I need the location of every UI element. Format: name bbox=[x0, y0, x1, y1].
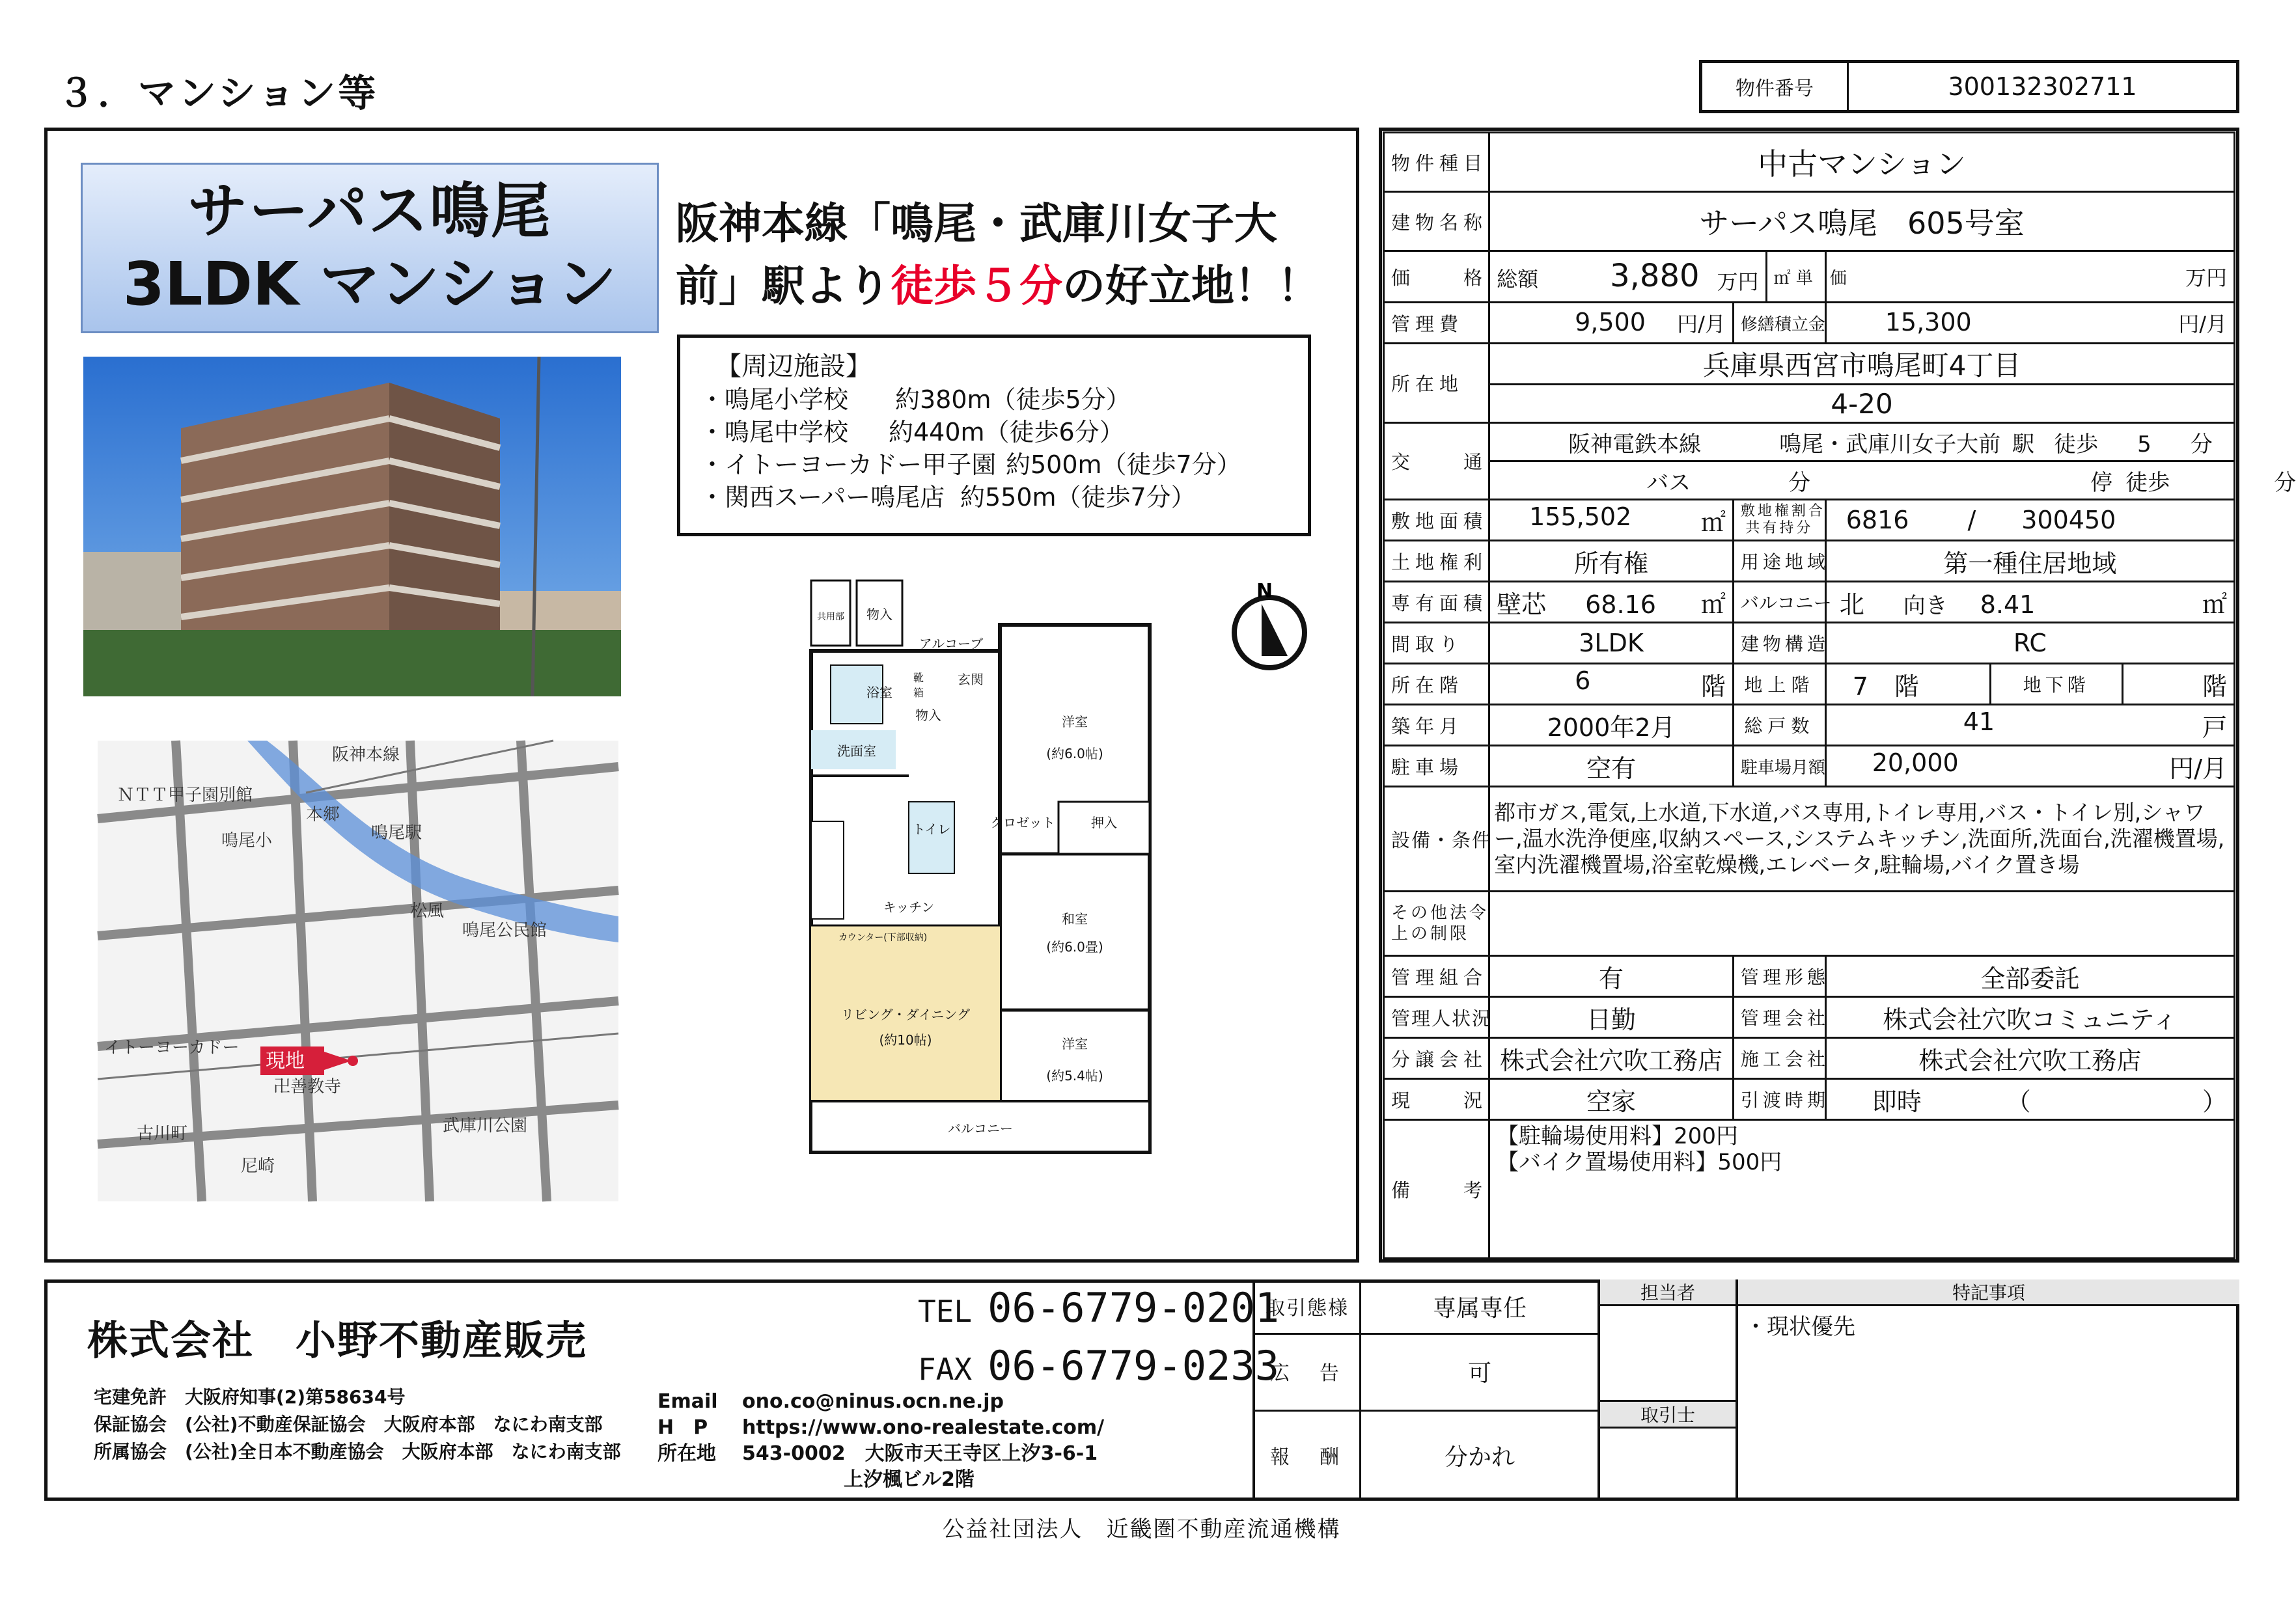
row-area bbox=[1384, 582, 2235, 623]
mgmt-form-value: 全部委託 bbox=[1825, 956, 2234, 997]
price-value: 3,880 bbox=[1610, 258, 1700, 294]
below-cell: 階 bbox=[2122, 664, 2234, 705]
bottom-note: 公益社団法人 近畿圏不動産流通機構 bbox=[942, 1516, 1341, 1542]
equip-value: 都市ガス,電気,上水道,下水道,バス専用,トイレ専用,バス・トイレ別,シャワー,温水洗浄便座,収納スペース,システムキッチン,洗面所,洗面台,洗濯機置場,室内洗濯機置場,浴室乾燥機,エレベータ,駐輪場,バイク置き場 bbox=[1489, 787, 2235, 892]
row-fees bbox=[1384, 303, 2235, 344]
map-label-ntt: ＮＴＴ甲子園別館 bbox=[117, 786, 253, 805]
room-toilet: トイレ bbox=[912, 821, 951, 837]
builder-value: 株式会社穴吹工務店 bbox=[1825, 1038, 2234, 1079]
map-label-line: 阪神本線 bbox=[332, 745, 400, 765]
map-label-hall: 鳴尾公民館 bbox=[462, 921, 547, 940]
equip-label: 設備・条件 bbox=[1384, 787, 1489, 892]
mgmt-co-value: 株式会社穴吹コミュニティ bbox=[1825, 997, 2234, 1038]
row-traffic bbox=[1384, 423, 2235, 461]
room-kitchen: キッチン bbox=[883, 899, 935, 915]
row-land bbox=[1384, 541, 2235, 582]
room-closet2: 物入 bbox=[915, 707, 941, 723]
row-assoc bbox=[1384, 956, 2235, 997]
tel-label: TEL bbox=[918, 1294, 973, 1329]
parking-fee-label: 駐車場月額 bbox=[1733, 746, 1825, 787]
repair-label: 修繕積立金 bbox=[1733, 303, 1825, 344]
special-notes bbox=[1738, 1279, 2239, 1501]
room-bath: 浴室 bbox=[866, 684, 892, 700]
traffic-label: 交 通 bbox=[1384, 423, 1489, 500]
agent-label: 取引士 bbox=[1600, 1402, 1736, 1429]
row-layout bbox=[1384, 623, 2235, 664]
map-label-naruo-elem: 鳴尾小 bbox=[221, 831, 273, 851]
building-value: サーパス鳴尾 605号室 bbox=[1489, 192, 2235, 251]
fee-value: 分かれ bbox=[1444, 1443, 1515, 1471]
room-common: 共用部 bbox=[817, 612, 844, 622]
floor-plan bbox=[805, 581, 1156, 1218]
catch-line2 bbox=[676, 255, 1353, 318]
seller-label: 分譲会社 bbox=[1384, 1038, 1489, 1079]
address-label: 所在地 bbox=[1384, 344, 1489, 423]
map-label-matsukaze: 松風 bbox=[410, 901, 445, 921]
address: 543-0002 大阪市天王寺区上汐3-6-1 bbox=[742, 1442, 1098, 1465]
transaction-table bbox=[1252, 1279, 1600, 1501]
legal-value bbox=[1489, 892, 2235, 956]
row-status bbox=[1384, 1079, 2235, 1120]
site-area-cell: 155,502 ㎡ bbox=[1489, 500, 1734, 541]
room-entrance: 玄関 bbox=[958, 671, 984, 687]
mgmt-co-label: 管理会社 bbox=[1733, 997, 1825, 1038]
map-label-itoyokado: イトーヨーカドー bbox=[104, 1038, 240, 1058]
map-label-site: 現地 bbox=[266, 1050, 305, 1073]
fax-number: 06-6779-0233 bbox=[988, 1342, 1280, 1389]
floor-area-label: 専有面積 bbox=[1384, 582, 1489, 623]
room-western2: 洋室 (約5.4帖) bbox=[1046, 1036, 1103, 1084]
floor-label: 所在階 bbox=[1384, 664, 1489, 705]
facilities-list bbox=[700, 383, 1308, 513]
row-floor bbox=[1384, 664, 2235, 705]
row-parking bbox=[1384, 746, 2235, 787]
room-japanese: 和室 (約6.0畳) bbox=[1046, 911, 1103, 955]
layout-value: 3LDK bbox=[1489, 623, 1734, 664]
land-right-value: 所有権 bbox=[1489, 541, 1734, 582]
floor-area-cell: 壁芯 68.16 ㎡ bbox=[1489, 582, 1734, 623]
map-label-park: 武庫川公園 bbox=[443, 1116, 528, 1136]
deal-value: 専属専任 bbox=[1432, 1294, 1527, 1322]
row-price: 価 格 総額 3,880 万円 ㎡ 単 価 万円 bbox=[1384, 251, 2235, 303]
facilities-box bbox=[677, 335, 1311, 536]
room-oshiire: 押入 bbox=[1091, 814, 1117, 830]
repair-cell: 15,300 円/月 bbox=[1825, 303, 2234, 344]
type-value: 中古マンション bbox=[1489, 133, 2235, 192]
facility-item: ・イトーヨーカドー甲子園 約500m（徒歩7分） bbox=[700, 450, 1241, 479]
homepage-link[interactable]: https://www.ono-realestate.com/ bbox=[742, 1416, 1105, 1439]
handover-cell: 即時 （ ） bbox=[1825, 1079, 2234, 1120]
structure-value: RC bbox=[1825, 623, 2234, 664]
assoc-label: 管理組合 bbox=[1384, 956, 1489, 997]
license: 宅建免許 大阪府知事(2)第58634号 bbox=[94, 1386, 406, 1408]
bus-line: バス 分 停 徒歩 分 bbox=[1489, 461, 2235, 500]
site-area-label: 敷地面積 bbox=[1384, 500, 1489, 541]
room-alcove: アルコーブ bbox=[919, 635, 984, 651]
row-equipment bbox=[1384, 787, 2235, 892]
ad-label: 広 告 bbox=[1270, 1362, 1344, 1385]
assoc-value: 有 bbox=[1489, 956, 1734, 997]
fax-label: FAX bbox=[918, 1352, 973, 1387]
manager-value: 日勤 bbox=[1489, 997, 1734, 1038]
property-title-line2: 3LDK マンション bbox=[122, 249, 617, 319]
unit-price-value: 万円 bbox=[1825, 251, 2234, 303]
property-title-line1: サーパス鳴尾 bbox=[187, 176, 552, 246]
layout-label: 間取り bbox=[1384, 623, 1489, 664]
map-label-temple: 卍善教寺 bbox=[273, 1077, 342, 1097]
address-line2: 4-20 bbox=[1489, 385, 2235, 423]
row-site: 敷地面積 155,502 ㎡ 敷地権割合 共有持分 6816 / 300450 bbox=[1384, 500, 2235, 541]
section-title: ３．マンション等 bbox=[57, 71, 379, 115]
status-label: 現 況 bbox=[1384, 1079, 1489, 1120]
below-label: 地下階 bbox=[1991, 664, 2123, 705]
share-cell: 6816 / 300450 bbox=[1825, 500, 2234, 541]
row-address bbox=[1384, 344, 2235, 385]
room-western1: 洋室 (約6.0帖) bbox=[1046, 714, 1103, 761]
row-legal: その他法令 上の制限 bbox=[1384, 892, 2235, 956]
email[interactable]: ono.co@ninus.ocn.ne.jp bbox=[742, 1390, 1004, 1413]
built-label: 築年月 bbox=[1384, 705, 1489, 746]
remarks-label: 備 考 bbox=[1384, 1120, 1489, 1259]
room-washroom: 洗面室 bbox=[837, 743, 876, 759]
remarks-cell: 【駐輪場使用料】200円 【バイク置場使用料】500円 bbox=[1489, 1120, 2235, 1259]
status-value: 空家 bbox=[1489, 1079, 1734, 1120]
balcony-cell: 北 向き 8.41 ㎡ bbox=[1825, 582, 2234, 623]
ad-value: 可 bbox=[1467, 1360, 1491, 1387]
parking-fee-cell: 20,000 円/月 bbox=[1825, 746, 2234, 787]
mgmt-fee-cell: 9,500 円/月 bbox=[1489, 303, 1734, 344]
manager-label: 管理人状況 bbox=[1384, 997, 1489, 1038]
fee-label: 報 酬 bbox=[1270, 1446, 1344, 1469]
guarantee: 保証協会 (公社)不動産保証協会 大阪府本部 なにわ南支部 bbox=[94, 1414, 603, 1435]
zoning-value: 第一種住居地域 bbox=[1825, 541, 2234, 582]
zoning-label: 用途地域 bbox=[1733, 541, 1825, 582]
catch-line2-pre: 前」駅より bbox=[676, 261, 891, 311]
structure-label: 建物構造 bbox=[1733, 623, 1825, 664]
company-info bbox=[94, 1384, 621, 1466]
catch-highlight: 徒歩５分 bbox=[891, 261, 1062, 311]
location-map bbox=[98, 741, 618, 1201]
staff-box bbox=[1598, 1279, 1738, 1501]
special-value: ・現状優先 bbox=[1745, 1314, 1855, 1340]
spec-table bbox=[1383, 131, 2296, 1259]
special-label: 特記事項 bbox=[1738, 1279, 2239, 1306]
property-title-box bbox=[81, 163, 659, 333]
facility-item: ・鳴尾小学校 約380m（徒歩5分） bbox=[700, 385, 1131, 414]
catch-copy bbox=[676, 193, 1353, 318]
company-name: 株式会社 小野不動産販売 bbox=[87, 1317, 588, 1364]
row-built bbox=[1384, 705, 2235, 746]
contact-details: Email ono.co@ninus.ocn.ne.jp H P https://www.ono-realestate.com/ 所在地 543-0002 大阪市天王寺区上汐3-6-1 上汐楓ビル2階 bbox=[657, 1389, 1104, 1493]
catch-line2-post: の好立地！！ bbox=[1062, 261, 1320, 311]
room-shoes: 靴箱 bbox=[913, 672, 924, 699]
mgmt-form-label: 管理形態 bbox=[1733, 956, 1825, 997]
catch-line1: 阪神本線「鳴尾・武庫川女子大 bbox=[676, 198, 1277, 249]
map-label-hongo: 本郷 bbox=[306, 805, 340, 825]
units-label: 総戸数 bbox=[1733, 705, 1825, 746]
row-type bbox=[1384, 133, 2235, 192]
row-seller bbox=[1384, 1038, 2235, 1079]
floor-cell: 6 階 bbox=[1489, 664, 1734, 705]
address-building: 上汐楓ビル2階 bbox=[844, 1468, 975, 1491]
seller-value: 株式会社穴吹工務店 bbox=[1489, 1038, 1734, 1079]
balcony-label: バルコニー bbox=[1733, 582, 1825, 623]
builder-label: 施工会社 bbox=[1733, 1038, 1825, 1079]
price-label: 価 格 bbox=[1384, 251, 1489, 303]
map-label-station: 鳴尾駅 bbox=[371, 823, 422, 843]
row-manager bbox=[1384, 997, 2235, 1038]
building-label: 建物名称 bbox=[1384, 192, 1489, 251]
handover-label: 引渡時期 bbox=[1733, 1079, 1825, 1120]
mgmt-fee-label: 管理費 bbox=[1384, 303, 1489, 344]
property-number-box bbox=[1699, 60, 2239, 113]
parking-label: 駐車場 bbox=[1384, 746, 1489, 787]
north-label: N bbox=[1256, 580, 1273, 603]
room-closet-wi: クロゼット bbox=[990, 814, 1055, 830]
map-label-furukawa: 古川町 bbox=[137, 1124, 188, 1143]
building-photo bbox=[83, 357, 621, 696]
address-line1: 兵庫県西宮市鳴尾町4丁目 bbox=[1489, 344, 2235, 385]
contact-tel-fax bbox=[918, 1281, 1279, 1397]
land-right-label: 土地権利 bbox=[1384, 541, 1489, 582]
facilities-title: 【周辺施設】 bbox=[715, 351, 872, 381]
deal-label: 取引態様 bbox=[1266, 1297, 1349, 1320]
above-cell: 7 階 bbox=[1825, 664, 1990, 705]
property-number: 300132302711 bbox=[1948, 72, 2137, 101]
map-label-amazaki: 尼崎 bbox=[241, 1156, 275, 1176]
room-closet1: 物入 bbox=[866, 606, 892, 622]
built-value: 2000年2月 bbox=[1489, 705, 1734, 746]
staff-label: 担当者 bbox=[1600, 1279, 1736, 1306]
facility-item: ・鳴尾中学校 約440m（徒歩6分） bbox=[700, 418, 1124, 446]
affiliation: 所属協会 (公社)全日本不動産協会 大阪府本部 なにわ南支部 bbox=[94, 1441, 621, 1462]
room-counter: カウンター(下部収納) bbox=[838, 933, 928, 943]
room-living: リビング・ダイニング (約10帖) bbox=[841, 1007, 970, 1048]
facility-item: ・関西スーパー鳴尾店 約550m（徒歩7分） bbox=[700, 483, 1196, 512]
parking-value: 空有 bbox=[1489, 746, 1734, 787]
property-number-label: 物件番号 bbox=[1702, 63, 1849, 110]
above-label: 地上階 bbox=[1733, 664, 1825, 705]
row-building bbox=[1384, 192, 2235, 251]
north-compass-icon bbox=[1229, 578, 1314, 676]
type-label: 物件種目 bbox=[1384, 133, 1489, 192]
traffic-line: 阪神電鉄本線 鳴尾・武庫川女子大前 駅 徒歩 5 分 bbox=[1489, 423, 2235, 461]
price-cell: 総額 3,880 万円 bbox=[1489, 251, 1766, 303]
row-remarks bbox=[1384, 1120, 2235, 1259]
tel-number: 06-6779-0201 bbox=[988, 1284, 1280, 1332]
room-balcony: バルコニー bbox=[948, 1120, 1013, 1136]
units-cell: 41 戸 bbox=[1825, 705, 2234, 746]
